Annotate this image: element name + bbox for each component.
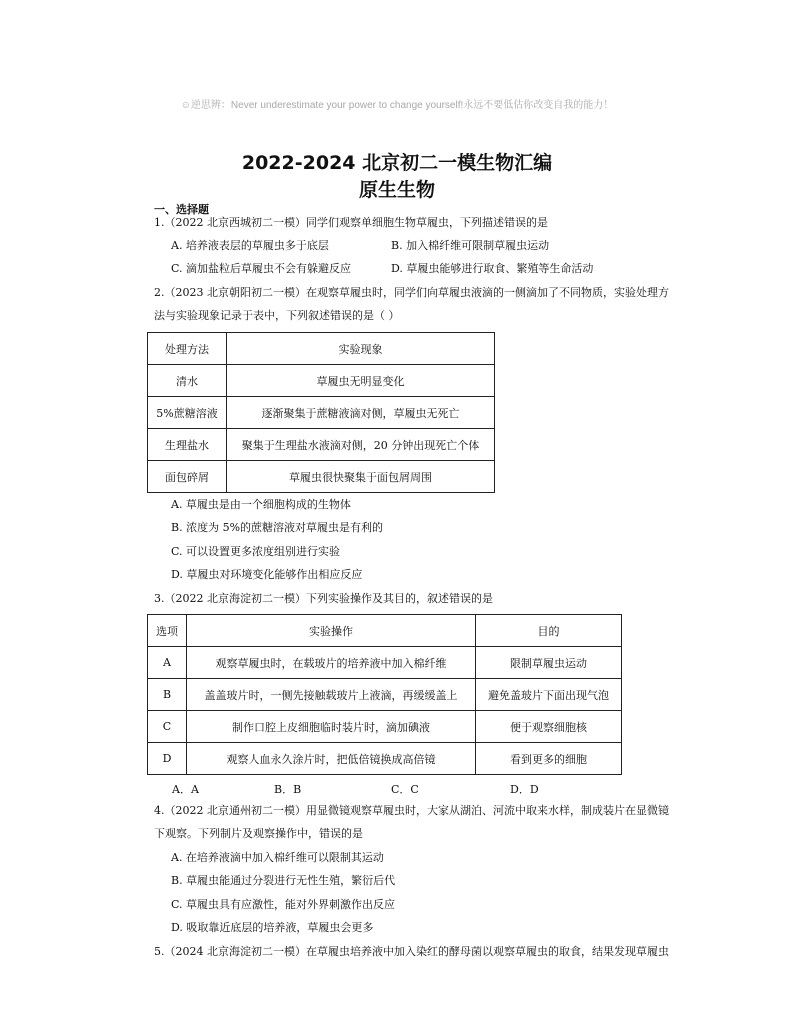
question-2-table (147, 332, 495, 493)
table-row (148, 743, 622, 775)
table-cell: 聚集于生理盐水液滴对侧，20 分钟出现死亡个体 (227, 429, 495, 461)
watermark-text: ☺逆思辨：Never underestimate your power to change yourself!永远不要低估你改变自我的能力！ (180, 100, 614, 111)
table-cell: 清水 (148, 365, 227, 397)
question-4-option-c: C. 草履虫具有应激性，能对外界刺激作出反应 (171, 898, 396, 911)
question-1-stem: 1.（2022 北京西城初二一模）同学们观察单细胞生物草履虫，下列描述错误的是 (154, 216, 548, 229)
table-cell: B (148, 679, 187, 711)
table-cell: 观察人血永久涂片时，把低倍镜换成高倍镜 (187, 743, 476, 775)
question-3-table (147, 614, 622, 775)
question-3-option-a: A．A (172, 783, 199, 796)
table-row (148, 397, 495, 429)
table-cell: 避免盖玻片下面出现气泡 (476, 679, 622, 711)
table-header-cell: 实验现象 (227, 333, 495, 365)
table-row (148, 679, 622, 711)
question-4-option-a: A. 在培养液滴中加入棉纤维可以限制其运动 (171, 851, 384, 864)
question-4-stem-line2: 下观察。下列制片及观察操作中，错误的是 (154, 827, 363, 840)
table-cell: 面包碎屑 (148, 461, 227, 493)
document-subtitle: 原生生物 (358, 179, 435, 201)
table-header-cell: 实验操作 (187, 615, 476, 647)
table-row (148, 461, 495, 493)
question-1-option-c: C. 滴加盐粒后草履虫不会有躲避反应 (171, 262, 352, 275)
table-row (148, 711, 622, 743)
question-2-option-a: A. 草履虫是由一个细胞构成的生物体 (171, 498, 351, 511)
question-2-stem-line1: 2.（2023 北京朝阳初二一模）在观察草履虫时，同学们向草履虫液滴的一侧滴加了不同物质，实验处理方 (154, 286, 669, 299)
table-cell: 生理盐水 (148, 429, 227, 461)
question-2-option-c: C. 可以设置更多浓度组别进行实验 (171, 545, 341, 558)
table-header-cell: 选项 (148, 615, 187, 647)
question-3-option-c: C．C (391, 783, 419, 796)
section-heading: 一、选择题 (154, 203, 209, 216)
table-cell: 观察草履虫时，在载玻片的培养液中加入棉纤维 (187, 647, 476, 679)
table-cell: 草履虫很快聚集于面包屑周围 (227, 461, 495, 493)
table-cell: 便于观察细胞核 (476, 711, 622, 743)
table-cell: 5%蔗糖溶液 (148, 397, 227, 429)
table-cell: 制作口腔上皮细胞临时装片时，滴加碘液 (187, 711, 476, 743)
table-cell: 限制草履虫运动 (476, 647, 622, 679)
question-1-option-d: D. 草履虫能够进行取食、繁殖等生命活动 (391, 262, 594, 275)
table-cell: 看到更多的细胞 (476, 743, 622, 775)
table-header-row (148, 615, 622, 647)
question-3-option-d: D．D (510, 783, 539, 796)
table-cell: D (148, 743, 187, 775)
table-header-cell: 处理方法 (148, 333, 227, 365)
question-1-option-a: A. 培养液表层的草履虫多于底层 (171, 239, 329, 252)
table-cell: 逐渐聚集于蔗糖液滴对侧，草履虫无死亡 (227, 397, 495, 429)
question-4-stem-line1: 4.（2022 北京通州初二一模）用显微镜观察草履虫时，大家从湖泊、河流中取来水样，制成装片在显微镜 (154, 804, 669, 817)
question-3-option-b: B．B (274, 783, 302, 796)
question-2-stem-line2: 法与实验现象记录于表中，下列叙述错误的是（ ） (154, 309, 400, 322)
table-cell: C (148, 711, 187, 743)
table-cell: 盖盖玻片时，一侧先接触载玻片上液滴，再缓缓盖上 (187, 679, 476, 711)
table-header-row (148, 333, 495, 365)
question-4-option-b: B. 草履虫能通过分裂进行无性生殖，繁衍后代 (171, 874, 396, 887)
table-header-cell: 目的 (476, 615, 622, 647)
question-5-stem-line1: 5.（2024 北京海淀初二一模）在草履虫培养液中加入染红的酵母菌以观察草履虫的取食，结果发现草履虫 (154, 945, 669, 958)
question-2-option-b: B. 浓度为 5%的蔗糖溶液对草履虫是有利的 (171, 521, 384, 534)
document-title: 2022-2024 北京初二一模生物汇编 (241, 152, 553, 174)
question-1-option-b: B. 加入棉纤维可限制草履虫运动 (391, 239, 550, 252)
table-cell: 草履虫无明显变化 (227, 365, 495, 397)
table-row (148, 647, 622, 679)
table-row (148, 365, 495, 397)
question-4-option-d: D. 吸取靠近底层的培养液，草履虫会更多 (171, 921, 374, 934)
table-row (148, 429, 495, 461)
table-cell: A (148, 647, 187, 679)
question-2-option-d: D. 草履虫对环境变化能够作出相应反应 (171, 568, 363, 581)
question-3-stem: 3.（2022 北京海淀初二一模）下列实验操作及其目的，叙述错误的是 (154, 592, 493, 605)
